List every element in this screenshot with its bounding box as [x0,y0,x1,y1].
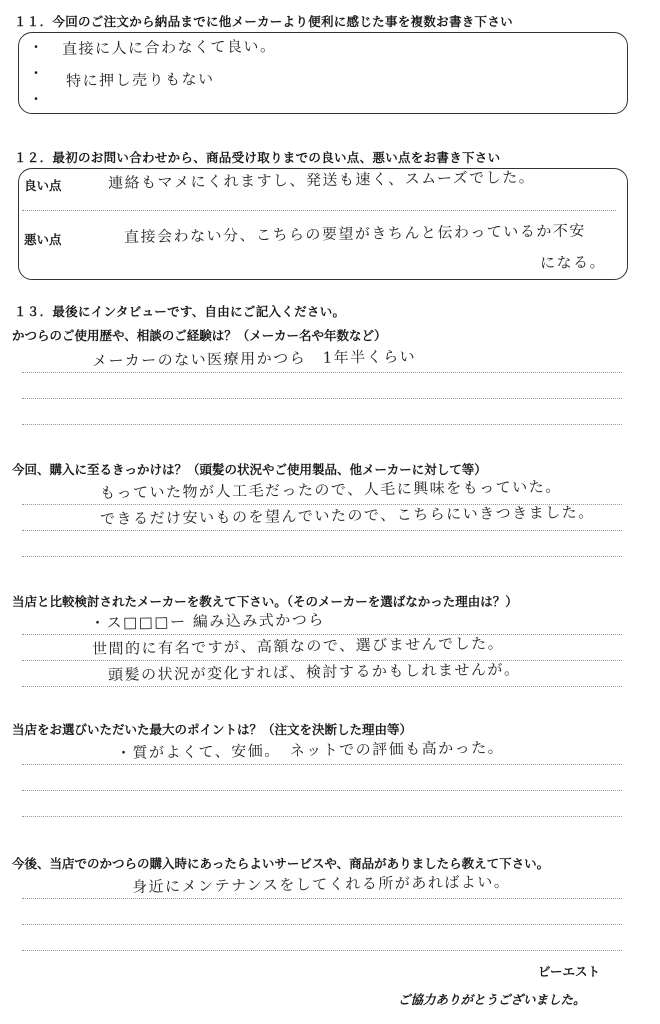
answer-13-2-line-2: できるだけ安いものを望んでいたので、こちらにいきつきました。 [99,503,595,528]
answer-13-2-line-1: もっていた物が人工毛だったので、人毛に興味をもっていた。 [99,477,562,502]
question-13-title: １３．最後にインタビューです、自由にご記入ください。 [14,304,346,319]
bullet-2: ・ [30,66,43,80]
bad-point-answer-line-1: 直接会わない分、こちらの要望がきちんと伝わっているか不安 [123,221,586,246]
answer-13-3-line-3: 頭髪の状況が変化すれば、検討するかもしれませんが。 [107,660,521,684]
question-13-2: 今回、購入に至るきっかけは？（頭髪の状況やご使用製品、他メーカーに対して等） [12,462,487,477]
question-13-1: かつらのご使用歴や、相談のご経験は？（メーカー名や年数など） [12,328,387,343]
question-11-title: １１．今回のご注文から納品までに他メーカーより便利に感じた事を複数お書き下さい [14,14,513,29]
question-13-3: 当店と比較検討されたメーカーを教えて下さい。（そのメーカーを選ばなかった理由は？） [12,594,518,609]
bullet-1: ・ [30,40,43,54]
good-point-answer: 連絡もマメにくれますし、発送も速く、スムーズでした。 [107,168,536,192]
company-name: ビーエスト [538,964,601,979]
good-point-label: 良い点 [24,178,62,193]
bad-point-answer-line-2: になる。 [539,253,607,272]
question-13-4: 当店をお選びいただいた最大のポイントは？（注文を決断した理由等） [12,722,413,737]
answer-11-line-1: 直接に人に合わなくて良い。 [61,37,277,58]
divider [22,210,616,211]
thanks-message: ご協力ありがとうございました。 [398,992,586,1007]
answer-13-5: 身近にメンテナンスをしてくれる所があればよい。 [131,872,511,896]
bullet-3: ・ [30,92,43,106]
question-13-5: 今後、当店でのかつらの購入時にあったらよいサービスや、商品がありましたら教えて下さい。 [12,856,550,871]
bad-point-label: 悪い点 [24,232,62,247]
question-12-title: １２．最初のお問い合わせから、商品受け取りまでの良い点、悪い点をお書き下さい [14,150,501,165]
answer-13-3-line-1: ・ス□□□ー 編み込み式かつら [89,610,325,632]
answer-13-4: ・質がよくて、安価。 ネットでの評価も高かった。 [115,738,505,762]
answer-13-1: メーカーのない医療用かつら 1年半くらい [91,347,417,370]
answer-13-3-line-2: 世間的に有名ですが、高額なので、選びませんでした。 [91,634,505,658]
answer-11-line-2: 特に押し売りもない [65,69,215,90]
